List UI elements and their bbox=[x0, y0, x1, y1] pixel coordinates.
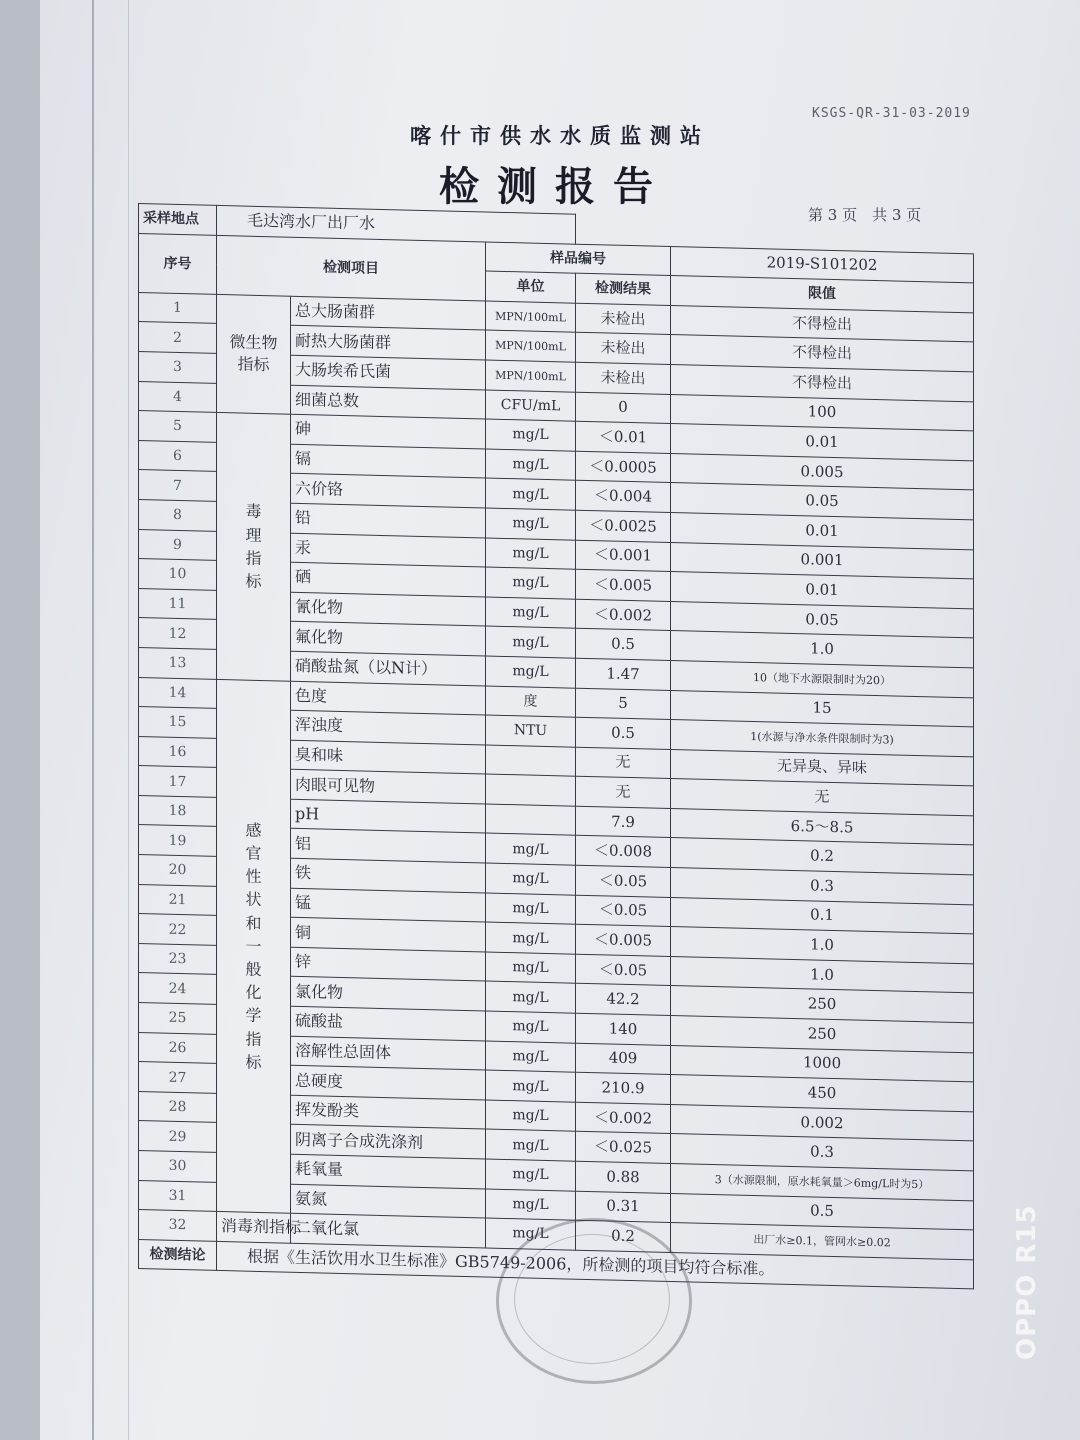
result-cell: 无 bbox=[576, 747, 671, 779]
item-name: 臭和味 bbox=[291, 740, 486, 774]
unit-cell: mg/L bbox=[486, 1159, 576, 1191]
item-name: 硒 bbox=[291, 562, 486, 596]
row-number: 24 bbox=[139, 973, 217, 1005]
conclusion-text: 根据《生活饮用水卫生标准》GB5749-2006，所检测的项目均符合标准。 bbox=[217, 1241, 974, 1289]
row-number: 27 bbox=[139, 1062, 217, 1094]
limit-cell: 0.3 bbox=[671, 868, 974, 905]
row-number: 6 bbox=[139, 440, 217, 472]
report-title: 检测报告 bbox=[439, 163, 671, 210]
item-name: 铜 bbox=[291, 917, 486, 951]
limit-cell: 10（地下水源限制时为20） bbox=[671, 660, 974, 697]
item-header: 检测项目 bbox=[217, 235, 486, 301]
item-name: 溶解性总固体 bbox=[291, 1036, 486, 1070]
limit-cell: 0.3 bbox=[671, 1134, 974, 1171]
unit-cell bbox=[486, 745, 576, 777]
limit-cell: 不得检出 bbox=[671, 335, 974, 372]
result-cell: 未检出 bbox=[576, 333, 671, 365]
row-number: 20 bbox=[139, 855, 217, 887]
unit-cell: mg/L bbox=[486, 597, 576, 629]
row-number: 22 bbox=[139, 914, 217, 946]
unit-cell: NTU bbox=[486, 715, 576, 747]
limit-cell: 1000 bbox=[671, 1045, 974, 1082]
result-cell: ＜0.025 bbox=[576, 1132, 671, 1164]
row-number: 25 bbox=[139, 1003, 217, 1035]
unit-cell: mg/L bbox=[486, 567, 576, 599]
row-number: 16 bbox=[139, 736, 217, 768]
conclusion-label: 检测结论 bbox=[139, 1239, 217, 1271]
seq-header: 序号 bbox=[139, 233, 217, 294]
result-cell: 0.88 bbox=[576, 1161, 671, 1193]
category-cell bbox=[217, 413, 291, 681]
row-number: 14 bbox=[139, 677, 217, 709]
row-number: 19 bbox=[139, 825, 217, 857]
limit-cell: 0.5 bbox=[671, 1193, 974, 1230]
unit-cell: 度 bbox=[486, 685, 576, 717]
unit-cell: mg/L bbox=[486, 419, 576, 451]
sample-no-header: 样品编号 bbox=[486, 242, 671, 276]
result-cell: 42.2 bbox=[576, 984, 671, 1016]
item-name: 砷 bbox=[291, 414, 486, 448]
row-number: 29 bbox=[139, 1121, 217, 1153]
row-number: 12 bbox=[139, 618, 217, 650]
limit-cell: 出厂水≥0.1，管网水≥0.02 bbox=[671, 1223, 974, 1260]
result-cell: ＜0.0005 bbox=[576, 451, 671, 483]
unit-cell: mg/L bbox=[486, 478, 576, 510]
item-name: 挥发酚类 bbox=[291, 1095, 486, 1129]
result-cell: ＜0.05 bbox=[576, 954, 671, 986]
unit-cell: mg/L bbox=[486, 1070, 576, 1102]
row-number: 4 bbox=[139, 381, 217, 413]
item-name: 氨氮 bbox=[291, 1184, 486, 1218]
row-number: 15 bbox=[139, 707, 217, 739]
unit-cell: mg/L bbox=[486, 1129, 576, 1161]
unit-cell: mg/L bbox=[486, 981, 576, 1013]
limit-cell: 0.2 bbox=[671, 838, 974, 875]
row-number: 2 bbox=[139, 322, 217, 354]
limit-cell: 无 bbox=[671, 779, 974, 816]
row-number: 17 bbox=[139, 766, 217, 798]
result-cell: ＜0.002 bbox=[576, 1102, 671, 1134]
item-name: 耗氧量 bbox=[291, 1154, 486, 1188]
row-number: 3 bbox=[139, 351, 217, 383]
item-name: 镉 bbox=[291, 444, 486, 478]
item-name: 耐热大肠菌群 bbox=[291, 326, 486, 360]
unit-cell: MPN/100mL bbox=[486, 360, 576, 392]
unit-cell: mg/L bbox=[486, 1218, 576, 1250]
report-table-body bbox=[139, 204, 974, 1260]
limit-cell: 6.5～8.5 bbox=[671, 808, 974, 845]
result-cell: ＜0.01 bbox=[576, 421, 671, 453]
row-number: 13 bbox=[139, 647, 217, 679]
unit-cell: mg/L bbox=[486, 538, 576, 570]
unit-cell: MPN/100mL bbox=[486, 301, 576, 333]
report-table bbox=[138, 203, 974, 1290]
item-name: 总硬度 bbox=[291, 1065, 486, 1099]
result-cell: 0.2 bbox=[576, 1220, 671, 1252]
limit-cell: 250 bbox=[671, 1016, 974, 1053]
limit-cell: 0.001 bbox=[671, 542, 974, 579]
unit-cell bbox=[486, 774, 576, 806]
limit-cell: 不得检出 bbox=[671, 364, 974, 401]
result-cell: 7.9 bbox=[576, 806, 671, 838]
result-cell: ＜0.005 bbox=[576, 924, 671, 956]
unit-cell: mg/L bbox=[486, 508, 576, 540]
item-name: 锰 bbox=[291, 888, 486, 922]
unit-cell: mg/L bbox=[486, 1011, 576, 1043]
page-info: 第 3 页 共 3 页 bbox=[808, 206, 922, 224]
limit-cell: 3（水源限制，原水耗氧量＞6mg/L时为5） bbox=[671, 1164, 974, 1201]
result-cell: 0.5 bbox=[576, 717, 671, 749]
result-cell: ＜0.0025 bbox=[576, 510, 671, 542]
row-number: 32 bbox=[139, 1210, 217, 1242]
unit-cell: mg/L bbox=[486, 449, 576, 481]
limit-cell: 15 bbox=[671, 690, 974, 727]
row-number: 28 bbox=[139, 1091, 217, 1123]
sample-no-value: 2019-S101202 bbox=[671, 246, 974, 283]
item-name: 氯化物 bbox=[291, 977, 486, 1011]
sampling-site-value: 毛达湾水厂出厂水 bbox=[217, 205, 576, 243]
category-cell bbox=[217, 679, 291, 1213]
limit-cell: 无异臭、异味 bbox=[671, 749, 974, 786]
item-name: pH bbox=[291, 799, 486, 833]
item-name: 锌 bbox=[291, 947, 486, 981]
unit-cell: mg/L bbox=[486, 626, 576, 658]
limit-header: 限值 bbox=[671, 276, 974, 313]
limit-cell: 0.1 bbox=[671, 897, 974, 934]
official-seal-inner-ring bbox=[514, 1234, 670, 1364]
limit-cell: 0.01 bbox=[671, 512, 974, 549]
result-cell: 409 bbox=[576, 1043, 671, 1075]
limit-cell: 不得检出 bbox=[671, 305, 974, 342]
item-name: 浑浊度 bbox=[291, 710, 486, 744]
row-number: 30 bbox=[139, 1151, 217, 1183]
binding-line bbox=[92, 0, 94, 1440]
unit-cell bbox=[486, 804, 576, 836]
unit-cell: mg/L bbox=[486, 1100, 576, 1132]
limit-cell: 0.01 bbox=[671, 572, 974, 609]
row-number: 21 bbox=[139, 884, 217, 916]
item-name: 阴离子合成洗涤剂 bbox=[291, 1125, 486, 1159]
result-cell: 0 bbox=[576, 392, 671, 424]
item-name: 大肠埃希氏菌 bbox=[291, 355, 486, 389]
limit-cell: 1.0 bbox=[671, 631, 974, 668]
result-cell: ＜0.005 bbox=[576, 569, 671, 601]
row-number: 10 bbox=[139, 559, 217, 591]
row-number: 7 bbox=[139, 470, 217, 502]
limit-cell: 250 bbox=[671, 986, 974, 1023]
category-cell bbox=[217, 1212, 302, 1243]
limit-cell: 1(水源与净水条件限制时为3) bbox=[671, 720, 974, 757]
sampling-site-label: 采样地点 bbox=[139, 204, 217, 236]
category-label: 微生物指标 bbox=[229, 332, 278, 375]
result-cell: 5 bbox=[576, 688, 671, 720]
limit-cell: 100 bbox=[671, 394, 974, 431]
result-cell: ＜0.002 bbox=[576, 599, 671, 631]
result-cell: 未检出 bbox=[576, 303, 671, 335]
unit-cell: mg/L bbox=[486, 952, 576, 984]
unit-cell: mg/L bbox=[486, 656, 576, 688]
item-name: 铁 bbox=[291, 858, 486, 892]
limit-cell: 0.002 bbox=[671, 1104, 974, 1141]
category-label: 消毒剂指标 bbox=[221, 1216, 302, 1238]
unit-cell: mg/L bbox=[486, 863, 576, 895]
item-name: 细菌总数 bbox=[291, 385, 486, 419]
unit-cell: mg/L bbox=[486, 1189, 576, 1221]
row-number: 5 bbox=[139, 411, 217, 443]
result-cell: 无 bbox=[576, 776, 671, 808]
unit-cell: mg/L bbox=[486, 833, 576, 865]
row-number: 9 bbox=[139, 529, 217, 561]
result-header: 检测结果 bbox=[576, 273, 671, 305]
item-name: 二氧化氯 bbox=[291, 1213, 486, 1247]
row-number: 26 bbox=[139, 1032, 217, 1064]
item-name: 总大肠菌群 bbox=[291, 296, 486, 330]
result-cell: 210.9 bbox=[576, 1072, 671, 1104]
unit-header: 单位 bbox=[486, 271, 576, 303]
result-cell: ＜0.05 bbox=[576, 865, 671, 897]
unit-cell: CFU/mL bbox=[486, 390, 576, 422]
limit-cell: 1.0 bbox=[671, 956, 974, 993]
binding-line-inner bbox=[128, 0, 129, 1440]
row-number: 1 bbox=[139, 292, 217, 324]
result-cell: 未检出 bbox=[576, 362, 671, 394]
item-name: 氟化物 bbox=[291, 622, 486, 656]
item-name: 硝酸盐氮（以N计） bbox=[291, 651, 486, 685]
result-cell: ＜0.05 bbox=[576, 895, 671, 927]
item-name: 肉眼可见物 bbox=[291, 770, 486, 804]
limit-cell: 0.01 bbox=[671, 424, 974, 461]
item-name: 氰化物 bbox=[291, 592, 486, 626]
limit-cell: 1.0 bbox=[671, 927, 974, 964]
item-name: 六价铬 bbox=[291, 474, 486, 508]
limit-cell: 0.05 bbox=[671, 483, 974, 520]
row-number: 31 bbox=[139, 1180, 217, 1212]
row-number: 23 bbox=[139, 943, 217, 975]
result-cell: 1.47 bbox=[576, 658, 671, 690]
item-name: 铝 bbox=[291, 829, 486, 863]
category-cell bbox=[217, 294, 291, 414]
result-cell: ＜0.008 bbox=[576, 836, 671, 868]
category-label: 感官性状和一般化学指标 bbox=[245, 820, 262, 1072]
result-cell: ＜0.004 bbox=[576, 481, 671, 513]
report-table-wrapper bbox=[138, 203, 973, 1290]
limit-cell: 0.005 bbox=[671, 453, 974, 490]
station-name: 喀什市供水水质监测站 bbox=[410, 123, 710, 148]
limit-cell: 450 bbox=[671, 1075, 974, 1112]
document-code: KSGS-QR-31-03-2019 bbox=[812, 106, 971, 121]
item-name: 硫酸盐 bbox=[291, 1006, 486, 1040]
result-cell: 0.5 bbox=[576, 629, 671, 661]
row-number: 18 bbox=[139, 795, 217, 827]
camera-watermark: OPPO R15 bbox=[1012, 1204, 1042, 1360]
unit-cell: mg/L bbox=[486, 922, 576, 954]
result-cell: 140 bbox=[576, 1013, 671, 1045]
item-name: 铅 bbox=[291, 503, 486, 537]
category-label: 毒理指标 bbox=[245, 502, 262, 592]
unit-cell: mg/L bbox=[486, 1041, 576, 1073]
unit-cell: mg/L bbox=[486, 893, 576, 925]
result-cell: 0.31 bbox=[576, 1191, 671, 1223]
unit-cell: MPN/100mL bbox=[486, 330, 576, 362]
item-name: 色度 bbox=[291, 681, 486, 715]
row-number: 8 bbox=[139, 499, 217, 531]
result-cell: ＜0.001 bbox=[576, 540, 671, 572]
limit-cell: 0.05 bbox=[671, 601, 974, 638]
item-name: 汞 bbox=[291, 533, 486, 567]
row-number: 11 bbox=[139, 588, 217, 620]
